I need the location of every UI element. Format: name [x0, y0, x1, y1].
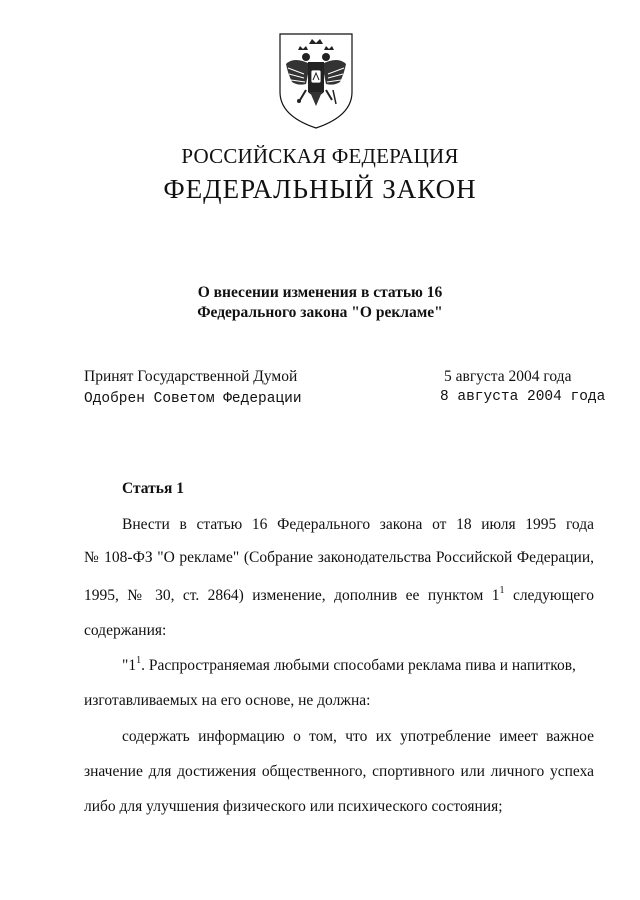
law-title-line-2: Федерального закона "О рекламе" — [197, 304, 443, 321]
duma-adoption-label: Принят Государственной Думой — [84, 368, 298, 385]
paragraph-1-line-3 — [84, 587, 594, 605]
paragraph-3-line-3: либо для улучшения физического или психического состояния; — [84, 798, 503, 815]
article-heading: Статья 1 — [122, 480, 184, 497]
paragraph-2-line-1 — [122, 657, 576, 675]
paragraph-3-line-2: значение для достижения общественного, спортивного или личного успеха — [84, 763, 594, 780]
quoted-point-number: "1 — [122, 657, 137, 674]
paragraph-1-line-3-tail: следующего — [504, 587, 594, 604]
paragraph-1-line-2: № 108-ФЗ "О рекламе" (Собрание законодательства Российской Федерации, — [84, 549, 594, 566]
paragraph-2-line-1-text: . Распространяемая любыми способами реклама пива и напитков, — [141, 657, 576, 674]
paragraph-2-line-2: изготавливаемых на его основе, не должна: — [84, 692, 371, 709]
law-title — [0, 283, 640, 323]
superscript-1: 1 — [499, 585, 505, 596]
duma-adoption-date: 5 августа 2004 года — [444, 368, 572, 385]
coat-of-arms-icon — [276, 30, 356, 130]
paragraph-3-line-1: содержать информацию о том, что их употребление имеет важное — [122, 728, 594, 745]
superscript-1: 1 — [136, 655, 142, 666]
council-approval-label: Одобрен Советом Федерации — [84, 391, 302, 407]
paragraph-1-line-1: Внести в статью 16 Федерального закона от 18 июля 1995 года — [122, 516, 594, 533]
council-approval-date: 8 августа 2004 года — [440, 389, 606, 405]
paragraph-1-line-4: содержания: — [84, 622, 167, 639]
country-name: РОССИЙСКАЯ ФЕДЕРАЦИЯ — [181, 144, 459, 168]
paragraph-1-line-3-text: 1995, № 30, ст. 2864) изменение, дополнив ее пунктом 1 — [84, 587, 500, 604]
document-type: ФЕДЕРАЛЬНЫЙ ЗАКОН — [163, 174, 477, 204]
law-title-line-1: О внесении изменения в статью 16 — [197, 284, 443, 301]
